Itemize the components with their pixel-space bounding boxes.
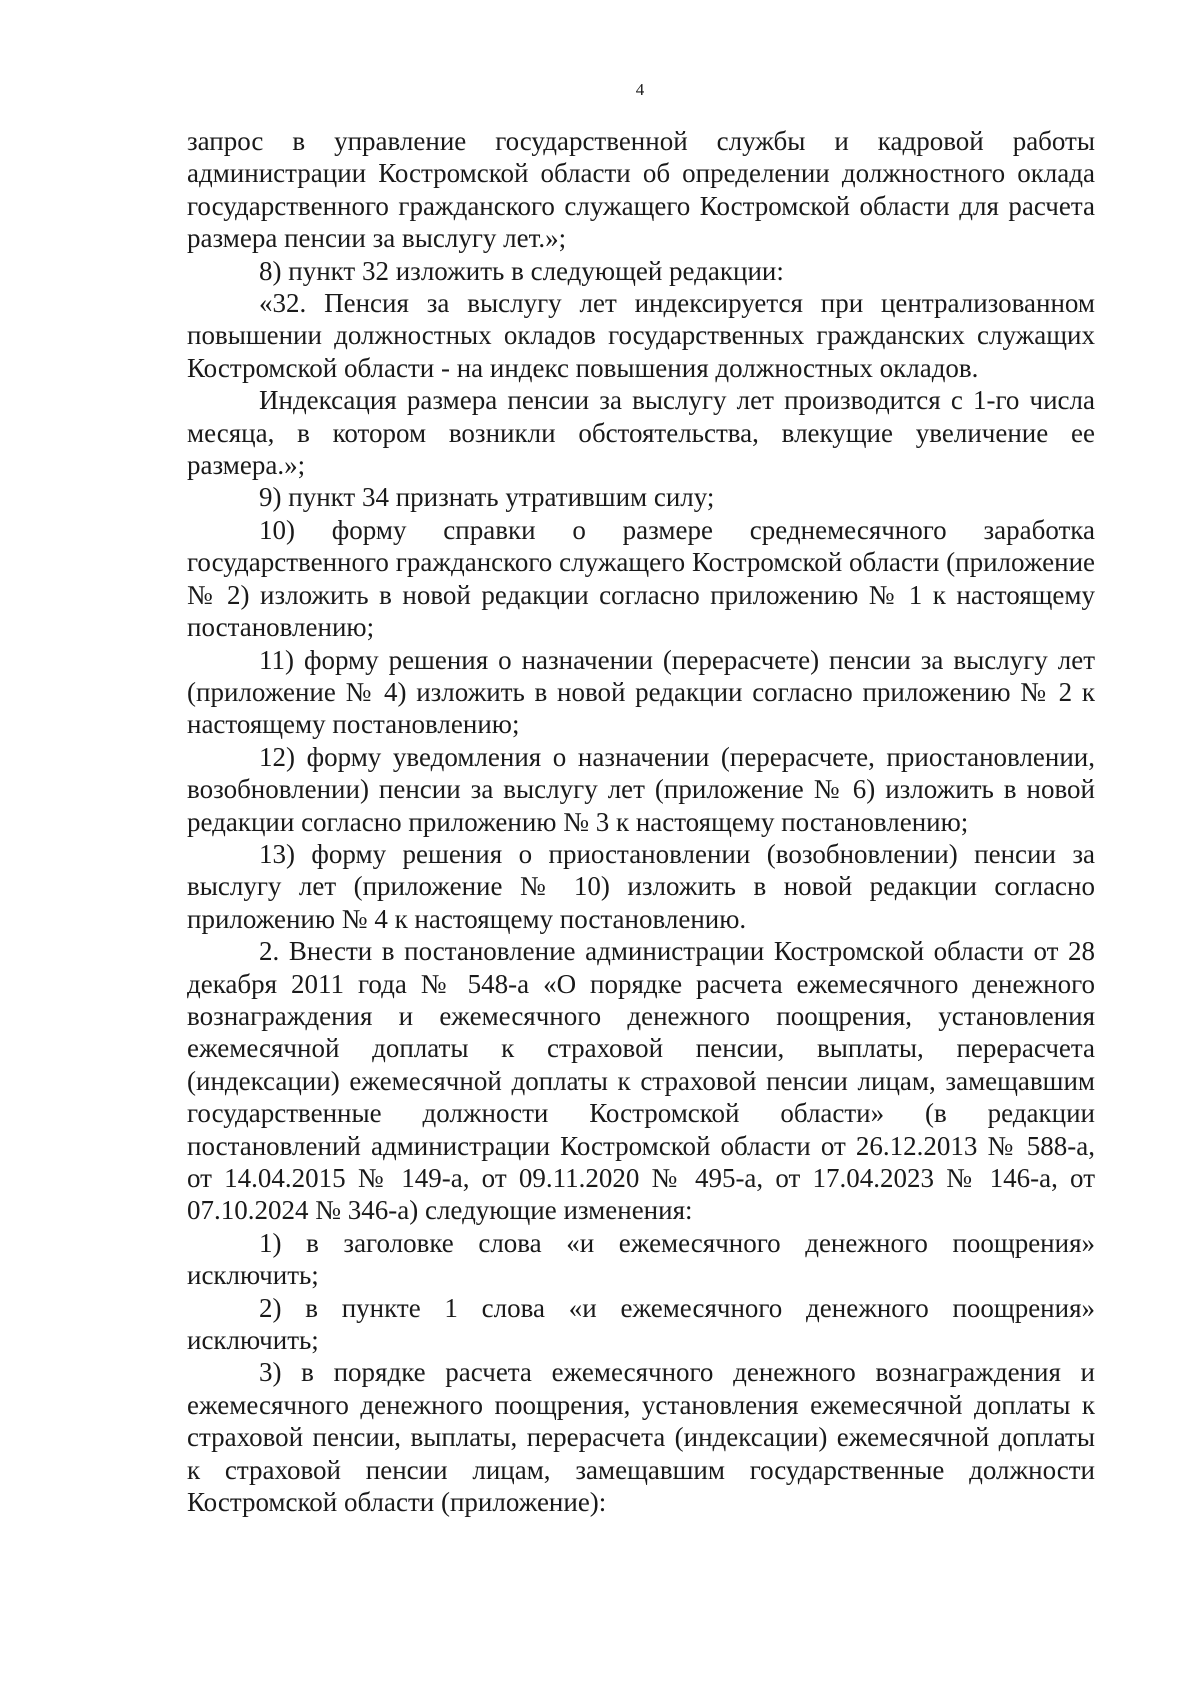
paragraph-item-12: 12) форму уведомления о назначении (перерасчете, приостановлении, возобновлении) пенсии за выслугу лет (приложение № 6) изложить в новой редакции согласно приложению № 3 к настоящему постановлению; — [187, 741, 1095, 837]
paragraph-item-9: 9) пункт 34 признать утратившим силу; — [259, 482, 715, 513]
paragraph-subitem-1: 1) в заголовке слова «и ежемесячного денежного поощрения» исключить; — [187, 1227, 1095, 1291]
paragraph-item-8: 8) пункт 32 изложить в следующей редакции: — [259, 255, 784, 286]
paragraph-subitem-2: 2) в пункте 1 слова «и ежемесячного денежного поощрения» исключить; — [187, 1292, 1095, 1356]
paragraph-indexation: Индексация размера пенсии за выслугу лет производится с 1-го числа месяца, в котором возникли обстоятельства, влекущие увеличение ее размера.»; — [187, 385, 1095, 481]
paragraph-clause-32: «32. Пенсия за выслугу лет индексируется при централизованном повышении должностных окладов государственных гражданских служащих Костромской области - на индекс повышения должностных окладов. — [187, 288, 1095, 383]
paragraph-subitem-3: 3) в порядке расчета ежемесячного денежного вознаграждения и ежемесячного денежного поощрения, установления ежемесячной доплаты к страховой пенсии, выплаты, перерасчета (индексации) ежемесячной доплаты к страховой пенсии лицам, замещавшим государственные должности Костромской области (приложение): — [187, 1357, 1095, 1518]
paragraph-item-11: 11) форму решения о назначении (перерасчете) пенсии за выслугу лет (приложение № 4) изложить в новой редакции согласно приложению № 2 к настоящему постановлению; — [187, 644, 1095, 740]
page-number: 4 — [635, 80, 645, 99]
paragraph-section-2: 2. Внести в постановление администрации Костромской области от 28 декабря 2011 года № 548-а «О порядке расчета ежемесячного денежного вознаграждения и ежемесячного денежного поощрения, установления ежемесячной доплаты к страховой пенсии, выплаты, перерасчета (индексации) ежемесячной доплаты к страховой пенсии лицам, замещавшим государственные должности Костромской области» (в редакции постановлений администрации Костромской области от 26.12.2013 № 588-а, от 14.04.2015 № 149-а, от 09.11.2020 № 495-а, от 17.04.2023 № 146-а, от 07.10.2024 № 346-а) следующие изменения: — [187, 936, 1095, 1226]
paragraph-item-10: 10) форму справки о размере среднемесячного заработка государственного гражданского служащего Костромской области (приложение № 2) изложить в новой редакции согласно приложению № 1 к настоящему постановлению; — [187, 514, 1095, 643]
paragraph-continuation: запрос в управление государственной службы и кадровой работы администрации Костромской области об определении должностного оклада государственного гражданского служащего Костромской области для расчета размера пенсии за выслугу лет.»; — [187, 126, 1095, 254]
paragraph-item-13: 13) форму решения о приостановлении (возобновлении) пенсии за выслугу лет (приложение № 10) изложить в новой редакции согласно приложению № 4 к настоящему постановлению. — [187, 838, 1095, 934]
document-body — [187, 125, 1095, 1518]
